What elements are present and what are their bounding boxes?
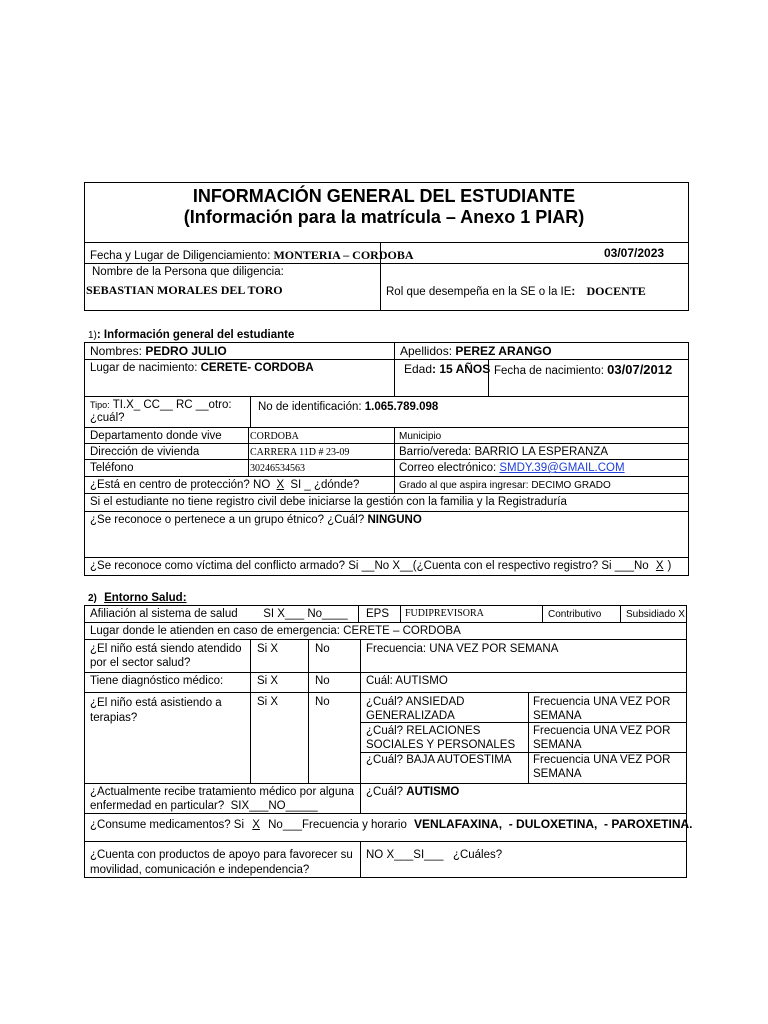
victima-answer: X [655,560,664,572]
rol-value: DOCENTE [586,284,646,298]
lugar-nacimiento-field: Lugar de nacimiento: CERETE- CORDOBA [90,362,314,374]
emergencia-field: Lugar donde le atienden en caso de emergencia: CERETE – CORDOBA [90,625,461,637]
terapia-3-cual-1: ¿Cuál? BAJA AUTOESTIMA [366,754,512,766]
tipo-documento-field: Tipo: TI.X_ CC__ RC __otro: [90,399,232,411]
page-subtitle: (Información para la matrícula – Anexo 1 PIAR) [183,207,585,227]
municipio-label: Municipio [399,431,442,442]
persona-value: SEBASTIAN MORALES DEL TORO [86,283,283,297]
departamento-value: CORDOBA [250,431,299,442]
barrio-field: Barrio/vereda: BARRIO LA ESPERANZA [399,446,609,458]
fecha-lugar-label: Fecha y Lugar de Diligenciamiento: [90,250,271,262]
fecha-nacimiento-field: Fecha de nacimiento: 03/07/2012 [494,362,673,377]
atendido-question-2: por el sector salud? [90,657,191,669]
apoyo-question-1: ¿Cuenta con productos de apoyo para favorecer su [90,849,353,861]
tratamiento-question-1: ¿Actualmente recibe tratamiento médico por alguna [90,786,355,798]
apoyo-question-2: movilidad, comunicación e independencia? [90,864,310,876]
identificacion-field: No de identificación: 1.065.789.098 [258,401,439,413]
regimen-contributivo: Contributivo [548,609,602,620]
tratamiento-cual: ¿Cuál? AUTISMO [366,786,460,798]
direccion-label: Dirección de vivienda [90,446,200,458]
afiliacion-field: Afiliación al sistema de salud SI X___ No____ [90,608,348,620]
medicamentos-field: ¿Consume medicamentos? Si X No___Frecuencia y horario VENLAFAXINA, - DULOXETINA, - PAROXETINA. [90,817,693,831]
regimen-subsidiado: Subsidiado X [626,609,685,620]
departamento-label: Departamento donde vive [90,430,222,442]
edad-field: Edad: 15 AÑOS [404,362,491,376]
terapia-1-frec-2: SEMANA [533,710,582,722]
terapia-2-frec-2: SEMANA [533,739,582,751]
rol-row: Rol que desempeña en la SE o la IE: DOCENTE [386,284,646,298]
atendido-question-1: ¿El niño está siendo atendido [90,643,242,655]
terapia-1-frec-1: Frecuencia UNA VEZ POR [533,696,671,708]
etnico-field: ¿Se reconoce o pertenece a un grupo étnico? ¿Cuál? NINGUNO [90,514,422,526]
terapia-1-cual-1: ¿Cuál? ANSIEDAD [366,696,465,708]
diagnostico-cual: Cuál: AUTISMO [366,675,448,687]
diagnostico-si: Si X [257,675,279,687]
eps-label: EPS [366,608,390,620]
section2-heading: 2) Entorno Salud: [88,592,187,604]
page-title: INFORMACIÓN GENERAL DEL ESTUDIANTE [192,186,576,206]
terapia-3-frec-1: Frecuencia UNA VEZ POR [533,754,671,766]
rol-label: Rol que desempeña en la SE o la IE [386,286,572,298]
terapia-2-cual-2: SOCIALES Y PERSONALES [366,739,516,751]
terapia-2-cual-1: ¿Cuál? RELACIONES [366,725,481,737]
tratamiento-question-2: enfermedad en particular? SIX___NO_____ [90,800,318,812]
diagnostico-no: No [315,675,330,687]
telefono-value: 30246534563 [250,463,305,474]
fecha-lugar-row [90,248,414,263]
terapia-1-cual-2: GENERALIZADA [366,710,455,722]
medicamentos-value: VENLAFAXINA, - DULOXETINA, - PAROXETINA. [414,817,693,831]
terapias-question-1: ¿El niño está asistiendo a [90,697,222,709]
victima-field: ¿Se reconoce como víctima del conflicto armado? Si __No X__(¿Cuenta con el respectivo registro? Si ___No X ) [90,560,672,572]
correo-field: Correo electrónico: SMDY.39@GMAIL.COM [399,462,625,474]
apoyo-answer: NO X___SI___ ¿Cuáles? [366,849,503,861]
email-link[interactable]: SMDY.39@GMAIL.COM [499,462,625,474]
section1-heading: 1): Información general del estudiante [88,329,295,341]
tipo-cual: ¿cuál? [90,412,125,424]
terapias-no: No [315,696,330,708]
atendido-si: Si X [257,643,279,655]
terapias-question-2: terapias? [90,712,138,724]
diagnostico-question: Tiene diagnóstico médico: [90,675,224,687]
grado-field: Grado al que aspira ingresar: DECIMO GRADO [399,480,611,491]
persona-label: Nombre de la Persona que diligencia: [92,266,284,278]
medicamentos-answer: X [252,819,260,831]
apellidos-field: Apellidos: PEREZ ARANGO [400,344,552,358]
telefono-label: Teléfono [90,462,134,474]
terapia-3-frec-2: SEMANA [533,768,582,780]
terapia-2-frec-1: Frecuencia UNA VEZ POR [533,725,671,737]
registro-civil-note: Si el estudiante no tiene registro civil debe iniciarse la gestión con la familia y la Registraduría [90,496,567,508]
atendido-frecuencia: Frecuencia: UNA VEZ POR SEMANA [366,643,559,655]
nombres-field: Nombres: PEDRO JULIO [90,344,227,358]
proteccion-answer: X [276,479,285,491]
eps-value: FUDIPREVISORA [405,608,484,619]
atendido-no: No [315,643,330,655]
fecha-diligencia: 03/07/2023 [604,246,665,260]
fecha-lugar-value: MONTERIA – CORDOBA [273,248,414,262]
proteccion-field: ¿Está en centro de protección? NO X SI _ ¿dónde? [90,479,360,491]
direccion-value: CARRERA 11D # 23-09 [250,447,350,458]
terapias-si: Si X [257,696,279,708]
